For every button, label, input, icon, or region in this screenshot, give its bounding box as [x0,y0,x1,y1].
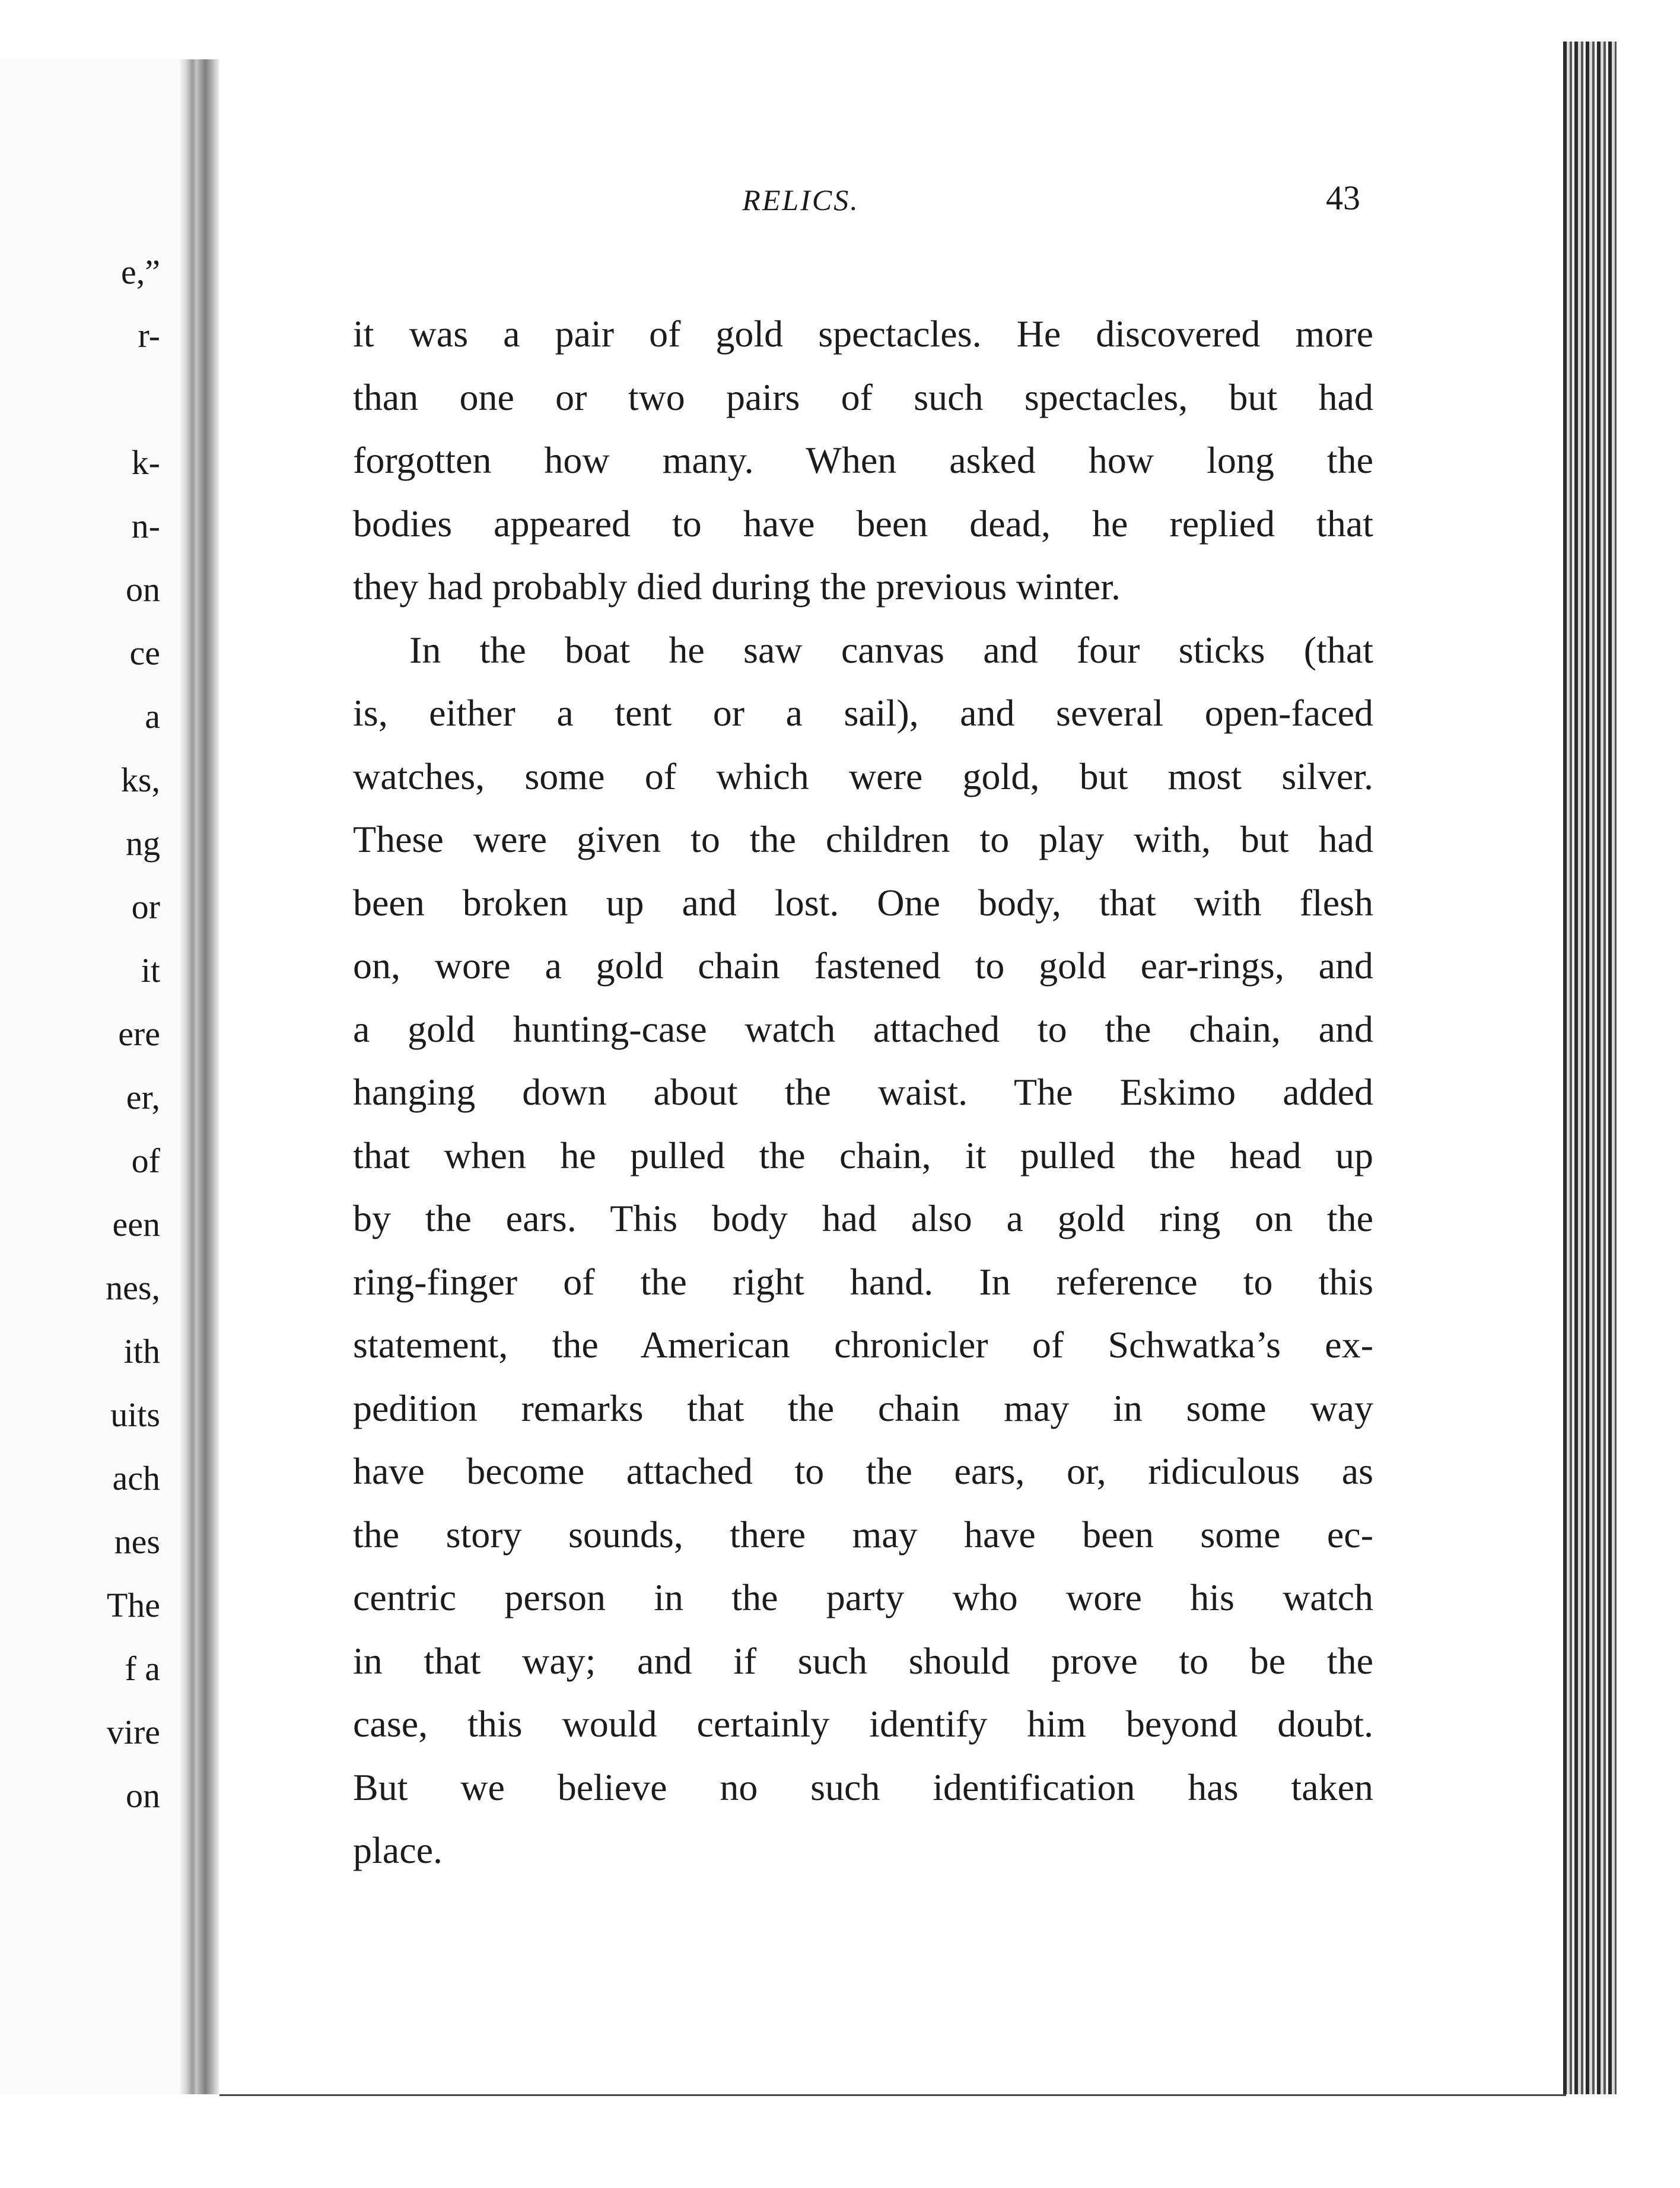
running-head: RELICS. [742,183,860,217]
left-page-line-fragment: on [126,570,160,609]
page-edges [1563,42,1617,2094]
left-page-line-fragment: on [126,1776,160,1815]
book-spine [196,59,219,2094]
text-line: they had probably died during the previous winter. [353,565,1121,608]
left-page-line-fragment: ce [129,634,160,672]
left-page-line-fragment: f a [125,1649,160,1688]
text-line: statement, the American chronicler of Schwatka’s ex- [353,1324,1373,1366]
text-line: bodies appeared to have been dead, he replied that [353,502,1373,545]
left-page-line-fragment: er, [126,1078,160,1117]
text-line: a gold hunting-case watch attached to the chain, and [353,1007,1373,1050]
left-page-line-fragment: nes [114,1522,160,1561]
left-page-line-fragment: a [145,697,160,736]
text-line: is, either a tent or a sail), and several open-faced [353,692,1373,734]
left-page-line-fragment: een [112,1205,160,1244]
text-line: it was a pair of gold spectacles. He discovered more [353,313,1373,355]
page-number: 43 [1326,179,1360,217]
text-line: watches, some of which were gold, but most silver. [353,755,1373,797]
text-line: been broken up and lost. One body, that with flesh [353,881,1373,924]
text-line: place. [353,1829,443,1871]
text-line: the story sounds, there may have been some ec- [353,1513,1373,1556]
left-page-line-fragment: vire [106,1713,160,1751]
text-line: centric person in the party who wore his watch [353,1576,1373,1618]
left-page-line-fragment: The [106,1586,160,1624]
body-text [353,303,1373,1882]
left-page-line-fragment: r- [138,316,160,355]
text-line: case, this would certainly identify him beyond doubt. [353,1703,1373,1745]
left-page-line-fragment: ng [126,824,160,863]
text-line: pedition remarks that the chain may in some way [353,1386,1373,1429]
left-page-line-fragment: ith [123,1332,160,1370]
text-line: than one or two pairs of such spectacles, but had [353,376,1373,418]
left-page-line-fragment: e,” [121,253,160,291]
text-line: by the ears. This body had also a gold ring on the [353,1197,1373,1239]
text-line: forgotten how many. When asked how long the [353,439,1373,481]
left-page-line-fragment: or [131,888,160,926]
text-line: In the boat he saw canvas and four sticks (that [409,628,1373,671]
text-line: ring-finger of the right hand. In reference to this [353,1260,1373,1303]
left-page-gutter-shadow [178,59,196,2094]
text-line: that when he pulled the chain, it pulled the head up [353,1134,1373,1176]
left-page-line-fragment: k- [131,443,160,482]
left-page-line-fragment: ere [118,1015,160,1053]
text-line: But we believe no such identification has taken [353,1766,1373,1808]
left-page-line-fragment: it [141,951,160,990]
left-page-line-fragment: nes, [106,1268,160,1307]
text-line: in that way; and if such should prove to be the [353,1639,1373,1682]
text-line: hanging down about the waist. The Eskimo added [353,1071,1373,1113]
text-line: These were given to the children to play with, but had [353,818,1373,860]
left-page-line-fragment: of [131,1141,160,1180]
left-page-line-fragment: n- [131,507,160,545]
left-page-line-fragment: uits [110,1395,160,1434]
text-line: on, wore a gold chain fastened to gold ear-rings, and [353,944,1373,987]
left-page-line-fragment: ach [112,1459,160,1497]
left-page-fragment [0,59,196,2094]
left-page-line-fragment: ks, [120,761,160,799]
text-line: have become attached to the ears, or, ridiculous as [353,1450,1373,1492]
